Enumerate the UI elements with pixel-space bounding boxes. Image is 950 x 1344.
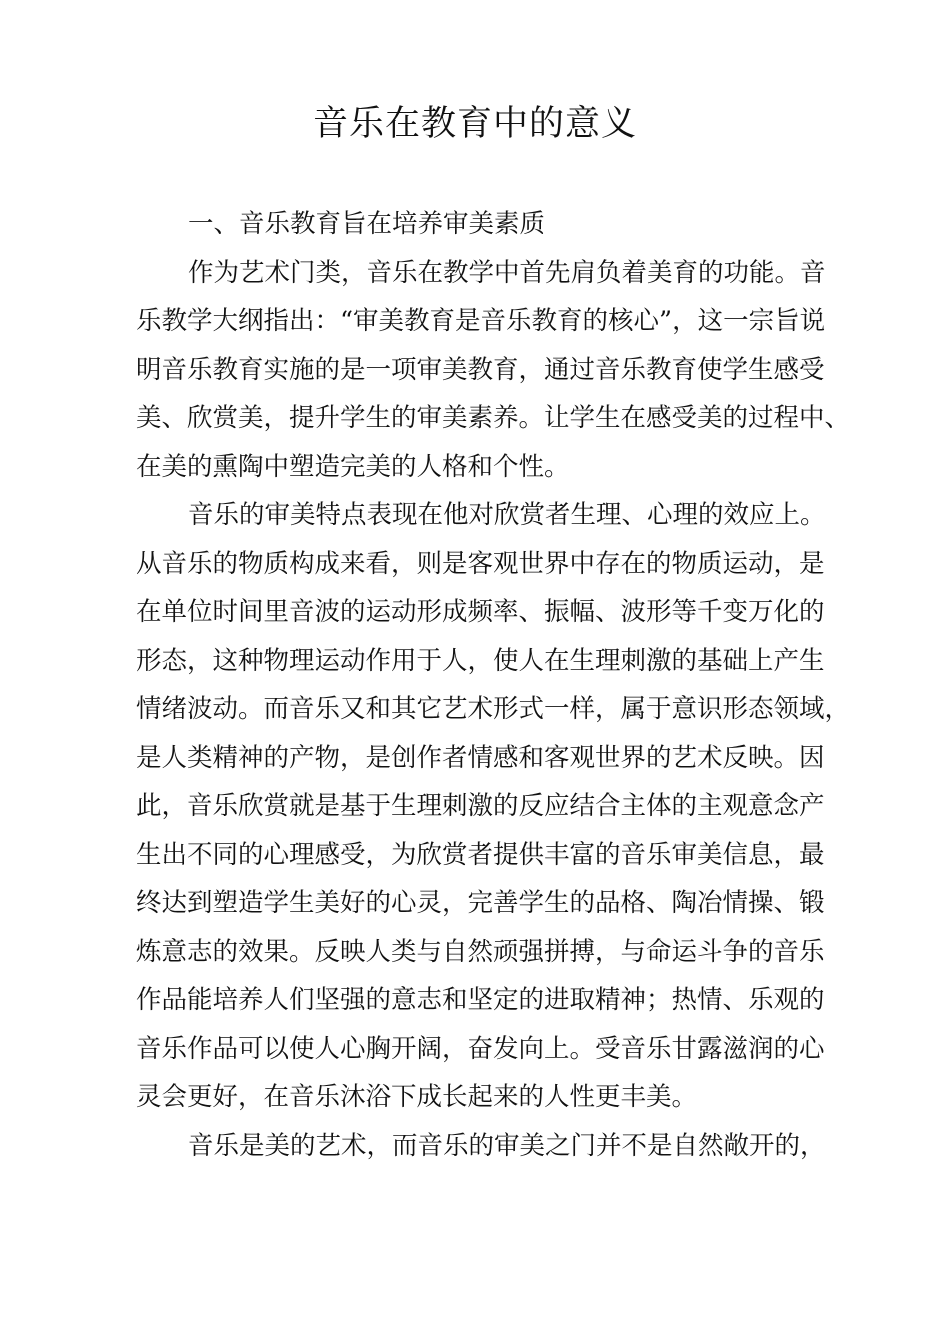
paragraph-1-line-4: 美、欣赏美，提升学生的审美素养。让学生在感受美的过程中、 <box>136 403 851 433</box>
paragraph-1-line-2: 乐教学大纲指出：“审美教育是音乐教育的核心”，这一宗旨说 <box>136 306 826 336</box>
paragraph-2-line-13: 灵会更好，在音乐沐浴下成长起来的人性更丰美。 <box>136 1082 698 1112</box>
paragraph-2-line-6: 是人类精神的产物，是创作者情感和客观世界的艺术反映。因 <box>136 742 825 773</box>
paragraph-2-line-9: 终达到塑造学生美好的心灵，完善学生的品格、陶冶情操、锻 <box>136 888 825 918</box>
section-heading: 一、音乐教育旨在培养审美素质 <box>188 209 546 239</box>
paragraph-2-line-2: 从音乐的物质构成来看，则是客观世界中存在的物质运动，是 <box>136 548 825 579</box>
paragraph-1-line-3: 明音乐教育实施的是一项审美教育，通过音乐教育使学生感受 <box>136 354 825 385</box>
paragraph-2-line-4: 形态，这种物理运动作用于人，使人在生理刺激的基础上产生 <box>136 645 825 676</box>
paragraph-2-line-3: 在单位时间里音波的运动形成频率、振幅、波形等千变万化的 <box>136 597 825 627</box>
paragraph-2-line-12: 音乐作品可以使人心胸开阔，奋发向上。受音乐甘露滋润的心 <box>136 1033 825 1064</box>
paragraph-2-line-10: 炼意志的效果。反映人类与自然顽强拼搏，与命运斗争的音乐 <box>136 936 825 967</box>
paragraph-3-line-1: 音乐是美的艺术，而音乐的审美之门并不是自然敞开的， <box>188 1130 826 1161</box>
paragraph-1-line-5: 在美的熏陶中塑造完美的人格和个性。 <box>136 451 570 482</box>
document-body <box>136 200 851 1170</box>
paragraph-2-line-11: 作品能培养人们坚强的意志和坚定的进取精神；热情、乐观的 <box>136 985 825 1015</box>
document-title: 音乐在教育中的意义 <box>312 104 637 144</box>
paragraph-2-line-5: 情绪波动。而音乐又和其它艺术形式一样，属于意识形态领域， <box>136 694 851 724</box>
paragraph-2-line-8: 生出不同的心理感受，为欣赏者提供丰富的音乐审美信息，最 <box>136 839 825 870</box>
paragraph-2-line-7: 此，音乐欣赏就是基于生理刺激的反应结合主体的主观意念产 <box>136 791 825 821</box>
paragraph-2-line-1: 音乐的审美特点表现在他对欣赏者生理、心理的效应上。 <box>188 500 826 530</box>
paragraph-1-line-1: 作为艺术门类，音乐在教学中首先肩负着美育的功能。音 <box>188 257 826 288</box>
